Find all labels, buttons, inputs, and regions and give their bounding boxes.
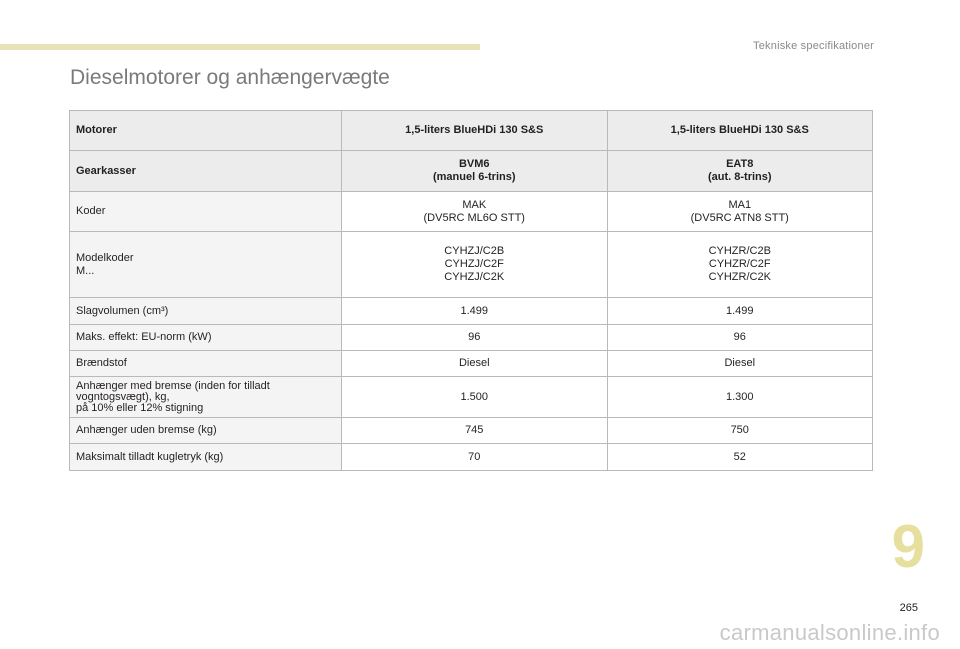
table-row	[70, 111, 873, 151]
cell-value: BVM6 (manuel 6-trins)	[342, 151, 608, 192]
row-label: Maksimalt tilladt kugletryk (kg)	[70, 444, 342, 471]
row-label: Anhænger uden bremse (kg)	[70, 418, 342, 444]
table-row	[70, 377, 873, 418]
table-row	[70, 325, 873, 351]
cell-value: 52	[607, 444, 873, 471]
table-row	[70, 192, 873, 232]
page-number: 265	[899, 602, 918, 614]
cell-value: 1,5-liters BlueHDi 130 S&S	[607, 111, 873, 151]
row-label: Brændstof	[70, 351, 342, 377]
cell-value: EAT8 (aut. 8-trins)	[607, 151, 873, 192]
section-header: Tekniske specifikationer	[753, 40, 874, 52]
row-label: Modelkoder M...	[70, 232, 342, 298]
chapter-number: 9	[891, 513, 925, 580]
table-row	[70, 351, 873, 377]
cell-value: 1.499	[607, 298, 873, 325]
watermark: carmanualsonline.info	[719, 620, 940, 645]
cell-value: CYHZJ/C2B CYHZJ/C2F CYHZJ/C2K	[342, 232, 608, 298]
cell-value: 745	[342, 418, 608, 444]
cell-value: Diesel	[342, 351, 608, 377]
cell-value: 96	[342, 325, 608, 351]
cell-value: 1,5-liters BlueHDi 130 S&S	[342, 111, 608, 151]
table-row	[70, 232, 873, 298]
row-label: Slagvolumen (cm³)	[70, 298, 342, 325]
row-label: Gearkasser	[70, 151, 342, 192]
table-row	[70, 298, 873, 325]
cell-value: 96	[607, 325, 873, 351]
cell-value: 1.500	[342, 377, 608, 418]
cell-value: 70	[342, 444, 608, 471]
row-label: Motorer	[70, 111, 342, 151]
cell-value: 1.300	[607, 377, 873, 418]
cell-value: CYHZR/C2B CYHZR/C2F CYHZR/C2K	[607, 232, 873, 298]
row-label: Koder	[70, 192, 342, 232]
table-row	[70, 151, 873, 192]
spec-table	[69, 110, 873, 471]
cell-value: MAK (DV5RC ML6O STT)	[342, 192, 608, 232]
page-title: Dieselmotorer og anhængervægte	[70, 66, 390, 89]
cell-value: 1.499	[342, 298, 608, 325]
table-row	[70, 418, 873, 444]
cell-value: Diesel	[607, 351, 873, 377]
row-label: Maks. effekt: EU-norm (kW)	[70, 325, 342, 351]
cell-value: MA1 (DV5RC ATN8 STT)	[607, 192, 873, 232]
table-row	[70, 444, 873, 471]
row-label: Anhænger med bremse (inden for tilladt vogntogsvægt), kg, på 10% eller 12% stigning	[70, 377, 342, 418]
header-accent-bar	[0, 44, 480, 50]
cell-value: 750	[607, 418, 873, 444]
